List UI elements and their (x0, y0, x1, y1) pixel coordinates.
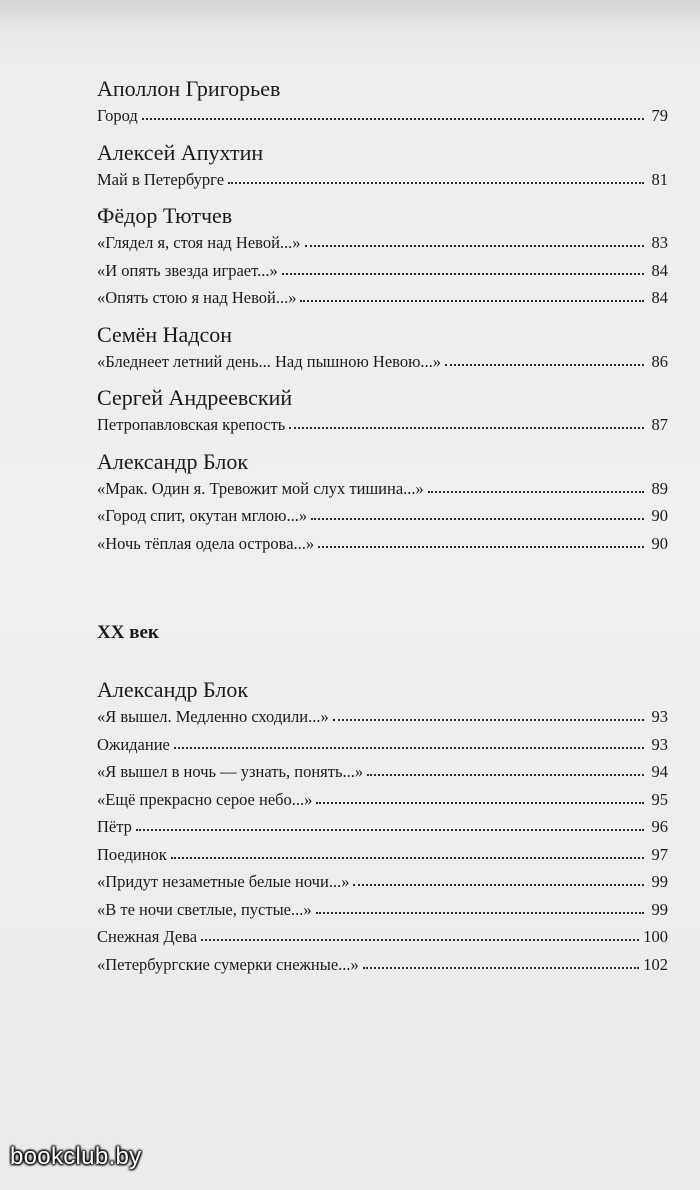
entry-page-number: 102 (643, 954, 668, 974)
toc-entry (97, 257, 668, 285)
toc-entry (97, 758, 668, 786)
entry-title: Ожидание (97, 734, 170, 754)
author-group (97, 677, 668, 978)
toc-entry (97, 502, 668, 530)
entry-title: Город (97, 106, 138, 125)
table-of-contents (97, 76, 668, 978)
dot-leader (282, 262, 644, 276)
toc-entry (97, 731, 668, 759)
dot-leader (136, 818, 644, 832)
toc-entry (97, 411, 668, 439)
toc-entry (97, 284, 668, 312)
toc-entry (97, 841, 668, 869)
author-group (97, 203, 668, 312)
entry-page-number: 90 (651, 533, 668, 553)
entry-page-number: 100 (643, 927, 668, 946)
dot-leader (353, 873, 644, 887)
author-name: Аполлон Григорьев (97, 76, 281, 101)
author-group (97, 449, 668, 558)
author-name: Фёдор Тютчев (97, 203, 233, 228)
watermark-text: bookclub.by (10, 1143, 142, 1170)
page-top-shadow (0, 0, 700, 30)
author-group (97, 76, 668, 130)
toc-entry (97, 786, 668, 814)
toc-entry (97, 475, 668, 503)
entry-page-number: 99 (651, 872, 668, 891)
entry-title: Пётр (97, 817, 132, 836)
entry-page-number: 83 (651, 233, 668, 252)
toc-entry (97, 813, 668, 841)
entry-title: «Я вышел. Медленно сходили...» (97, 707, 329, 726)
entry-page-number: 94 (651, 762, 668, 781)
toc-entry (97, 868, 668, 896)
toc-entry (97, 530, 668, 558)
entry-title: «Город спит, окутан мглою...» (97, 506, 308, 525)
author-name: Алексей Апухтин (97, 139, 264, 165)
entry-title: «Ночь тёплая одела острова...» (97, 533, 315, 553)
entry-page-number: 93 (651, 707, 668, 726)
dot-leader (333, 708, 644, 722)
entry-title: «Мрак. Один я. Тревожит мой слух тишина...» (97, 478, 424, 498)
entry-title: Петропавловская крепость (97, 415, 286, 434)
author-group (97, 322, 668, 376)
author-group (97, 140, 668, 194)
entry-title: «Глядел я, стоя над Невой...» (97, 233, 301, 252)
dot-leader (289, 416, 644, 430)
entry-page-number: 90 (651, 506, 668, 525)
entry-title: Поединок (97, 844, 167, 864)
entry-title: «И опять звезда играет...» (97, 260, 278, 280)
entry-title: «Я вышел в ночь — узнать, понять...» (97, 762, 364, 781)
entry-title: Май в Петербурге (97, 169, 225, 189)
entry-title: «Петербургские сумерки снежные...» (97, 954, 359, 974)
author-name: Александр Блок (97, 448, 249, 474)
entry-page-number: 97 (651, 844, 668, 864)
toc-entry (97, 951, 668, 979)
dot-leader (142, 107, 644, 121)
entry-page-number: 81 (651, 169, 668, 189)
toc-block-20th-century (97, 677, 668, 978)
dot-leader (367, 763, 644, 777)
century-heading: XX век (97, 622, 159, 643)
dot-leader (171, 846, 644, 860)
entry-title: «Ещё прекрасно серое небо...» (97, 789, 313, 809)
dot-leader (305, 234, 644, 248)
toc-entry (97, 896, 668, 924)
dot-leader (445, 353, 644, 367)
entry-page-number: 93 (651, 734, 668, 754)
author-name: Александр Блок (97, 677, 249, 702)
toc-entry (97, 923, 668, 951)
entry-title: «Бледнеет летний день... Над пышною Невою...» (97, 351, 442, 371)
toc-entry (97, 348, 668, 376)
author-name: Сергей Андреевский (97, 385, 293, 410)
author-name: Семён Надсон (97, 321, 233, 347)
dot-leader (311, 507, 644, 521)
entry-page-number: 86 (651, 351, 668, 371)
entry-page-number: 84 (651, 260, 668, 280)
entry-page-number: 89 (651, 478, 668, 498)
dot-leader (316, 791, 644, 805)
dot-leader (428, 480, 644, 494)
author-group (97, 385, 668, 439)
dot-leader (228, 171, 644, 185)
entry-page-number: 87 (651, 415, 668, 434)
entry-page-number: 96 (651, 817, 668, 836)
toc-entry (97, 166, 668, 194)
entry-page-number: 84 (651, 288, 668, 307)
dot-leader (201, 928, 639, 942)
toc-block-19th-century (97, 76, 668, 557)
entry-page-number: 95 (651, 789, 668, 809)
entry-page-number: 79 (651, 106, 668, 125)
toc-entry (97, 703, 668, 731)
entry-title: «Придут незаметные белые ночи...» (97, 872, 350, 891)
dot-leader (316, 901, 644, 915)
dot-leader (174, 736, 644, 750)
toc-entry (97, 102, 668, 130)
toc-entry (97, 229, 668, 257)
dot-leader (318, 535, 644, 549)
dot-leader (363, 956, 639, 970)
entry-title: Снежная Дева (97, 927, 198, 946)
entry-title: «Опять стою я над Невой...» (97, 288, 297, 307)
dot-leader (300, 289, 644, 303)
entry-page-number: 99 (651, 899, 668, 919)
entry-title: «В те ночи светлые, пустые...» (97, 899, 312, 919)
